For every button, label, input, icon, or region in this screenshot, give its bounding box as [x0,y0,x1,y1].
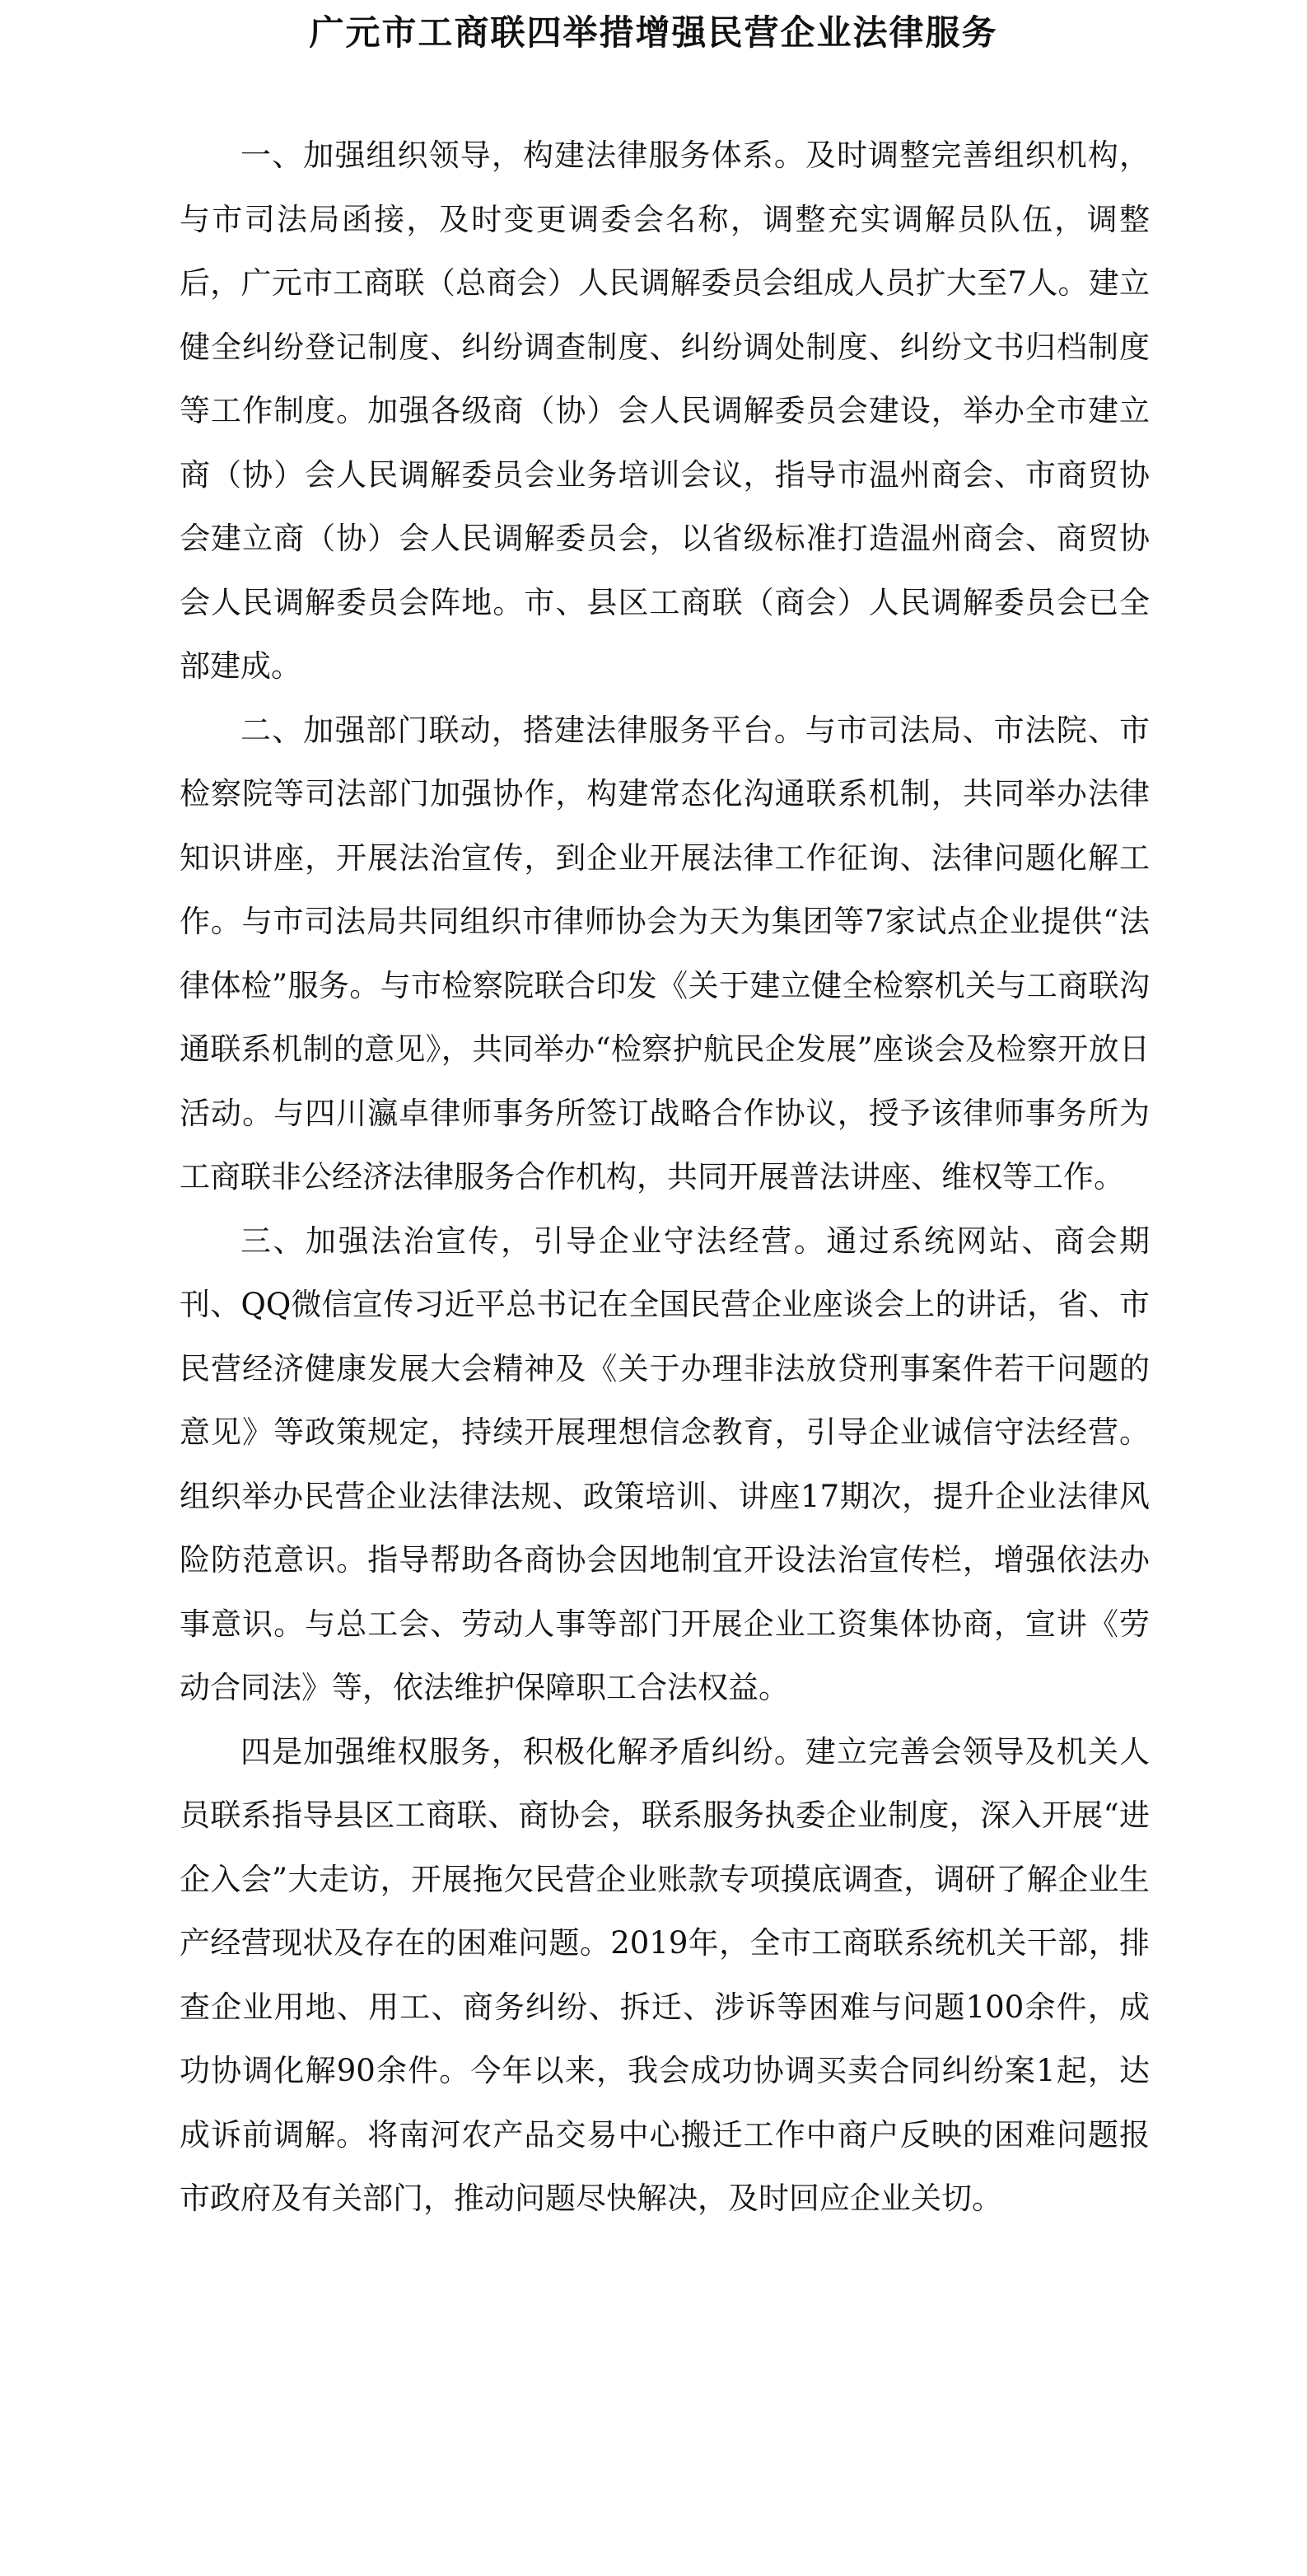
paragraph-rights-protection: 四是加强维权服务，积极化解矛盾纠纷。建立完善会领导及机关人员联系指导县区工商联、商协会，联系服务执委企业制度，深入开展“进企入会”大走访，开展拖欠民营企业账款专项摸底调查，调研了解企业生产经营现状及存在的困难问题。2019年，全市工商联系统机关干部，排查企业用地、用工、商务纠纷、拆迁、涉诉等困难与问题100余件，成功协调化解90余件。今年以来，我会成功协调买卖合同纠纷案1起，达成诉前调解。将南河农产品交易中心搬迁工作中商户反映的困难问题报市政府及有关部门，推动问题尽快解决，及时回应企业关切。 [180,1733,1150,2216]
document-title: 广元市工商联四举措增强民营企业法律服务 [309,12,998,53]
paragraph-organization: 一、加强组织领导，构建法律服务体系。及时调整完善组织机构，与市司法局函接，及时变更调委会名称，调整充实调解员队伍，调整后，广元市工商联（总商会）人民调解委员会组成人员扩大至7人。建立健全纠纷登记制度、纠纷调查制度、纠纷调处制度、纠纷文书归档制度等工作制度。加强各级商（协）会人民调解委员会建设，举办全市建立商（协）会人民调解委员会业务培训会议，指导市温州商会、市商贸协会建立商（协）会人民调解委员会，以省级标准打造温州商会、商贸协会人民调解委员会阵地。市、县区工商联（商会）人民调解委员会已全部建成。 [180,138,1150,684]
paragraph-department-linkage: 二、加强部门联动，搭建法律服务平台。与市司法局、市法院、市检察院等司法部门加强协作，构建常态化沟通联系机制，共同举办法律知识讲座，开展法治宣传，到企业开展法律工作征询、法律问题化解工作。与市司法局共同组织市律师协会为天为集团等7家试点企业提供“法律体检”服务。与市检察院联合印发《关于建立健全检察机关与工商联沟通联系机制的意见》，共同举办“检察护航民企发展”座谈会及检察开放日活动。与四川瀛卓律师事务所签订战略合作协议，授予该律师事务所为工商联非公经济法律服务合作机构，共同开展普法讲座、维权等工作。 [180,712,1150,1194]
document-body [180,124,1150,2231]
paragraph-legal-publicity: 三、加强法治宣传，引导企业守法经营。通过系统网站、商会期刊、QQ微信宣传习近平总书记在全国民营企业座谈会上的讲话，省、市民营经济健康发展大会精神及《关于办理非法放贷刑事案件若干问题的意见》等政策规定，持续开展理想信念教育，引导企业诚信守法经营。组织举办民营企业法律法规、政策培训、讲座17期次，提升企业法律风险防范意识。指导帮助各商协会因地制宜开设法治宣传栏，增强依法办事意识。与总工会、劳动人事等部门开展企业工资集体协商，宣讲《劳动合同法》等，依法维护保障职工合法权益。 [180,1223,1150,1705]
